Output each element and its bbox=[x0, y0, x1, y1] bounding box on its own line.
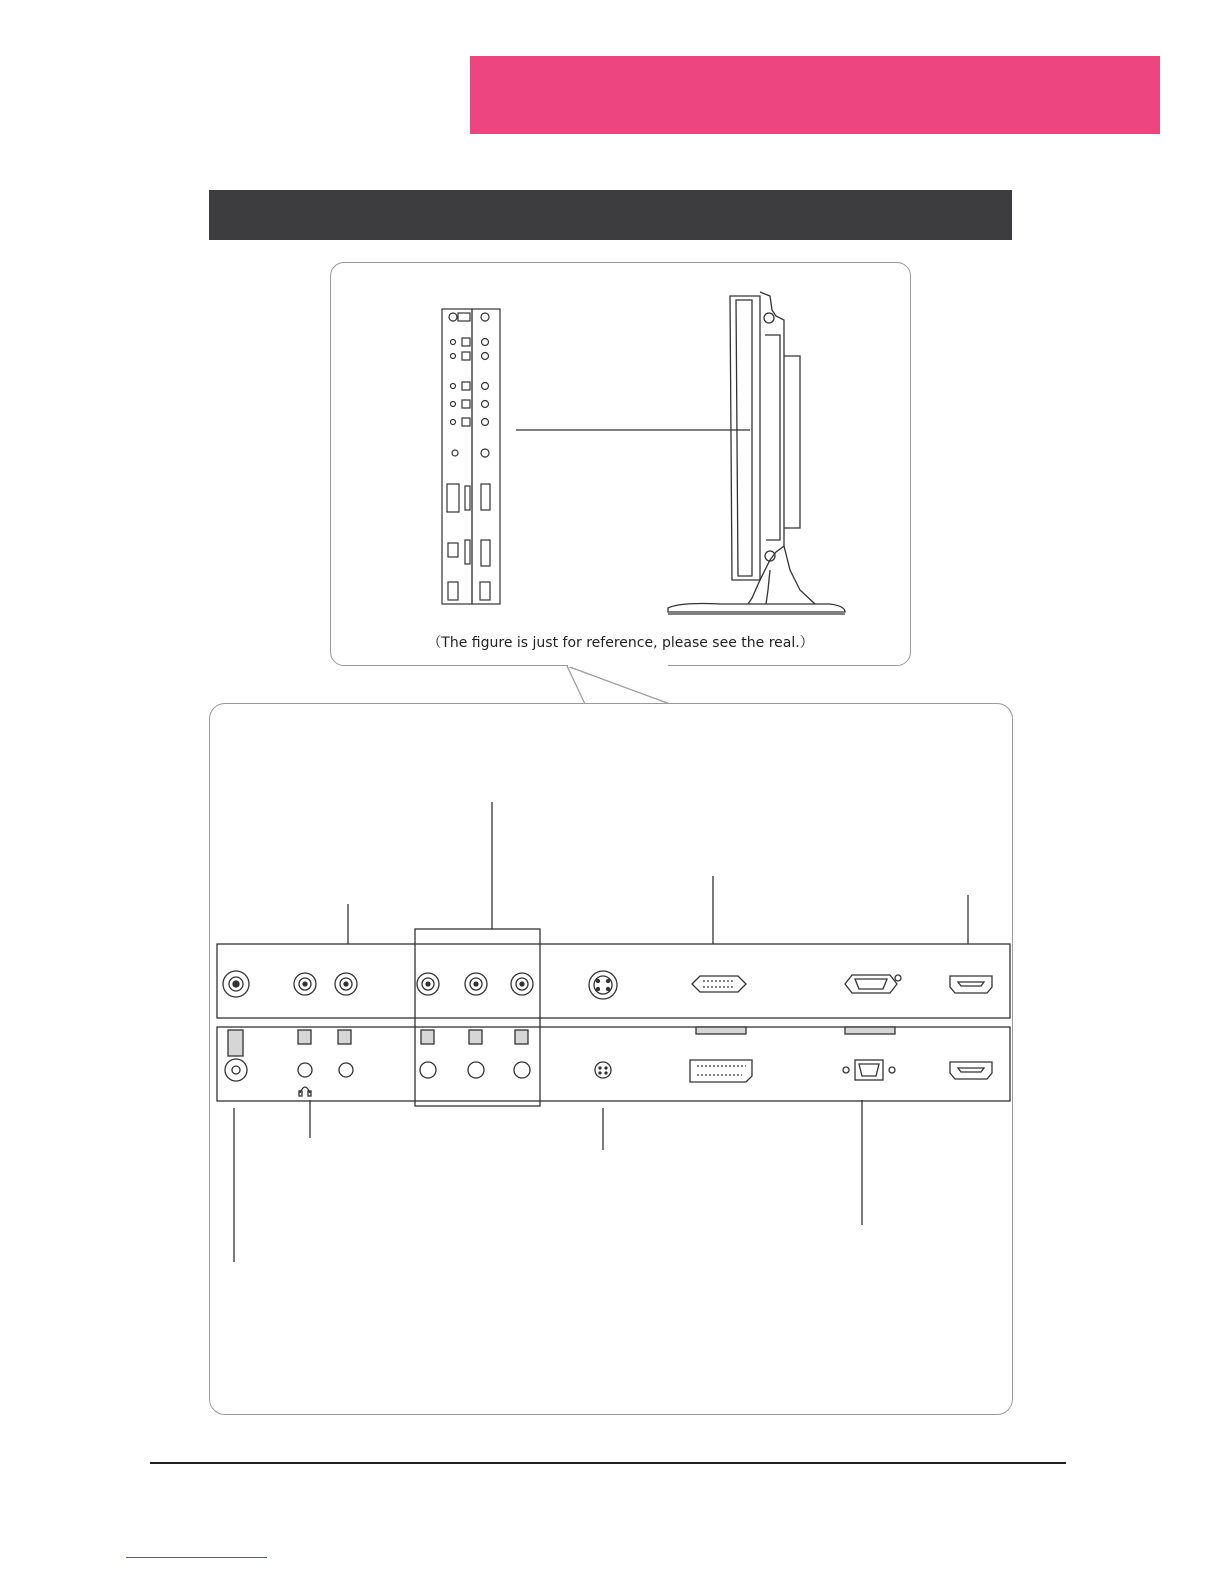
footer-link-underline bbox=[126, 1557, 267, 1558]
connector-detail-panel bbox=[209, 703, 1013, 1415]
footer-rule bbox=[150, 1462, 1066, 1464]
section-heading-bar bbox=[209, 190, 1012, 240]
chapter-banner bbox=[470, 56, 1160, 134]
figure-caption: （The figure is just for reference, please see the real.） bbox=[427, 635, 814, 651]
tv-overview-panel bbox=[330, 262, 911, 666]
